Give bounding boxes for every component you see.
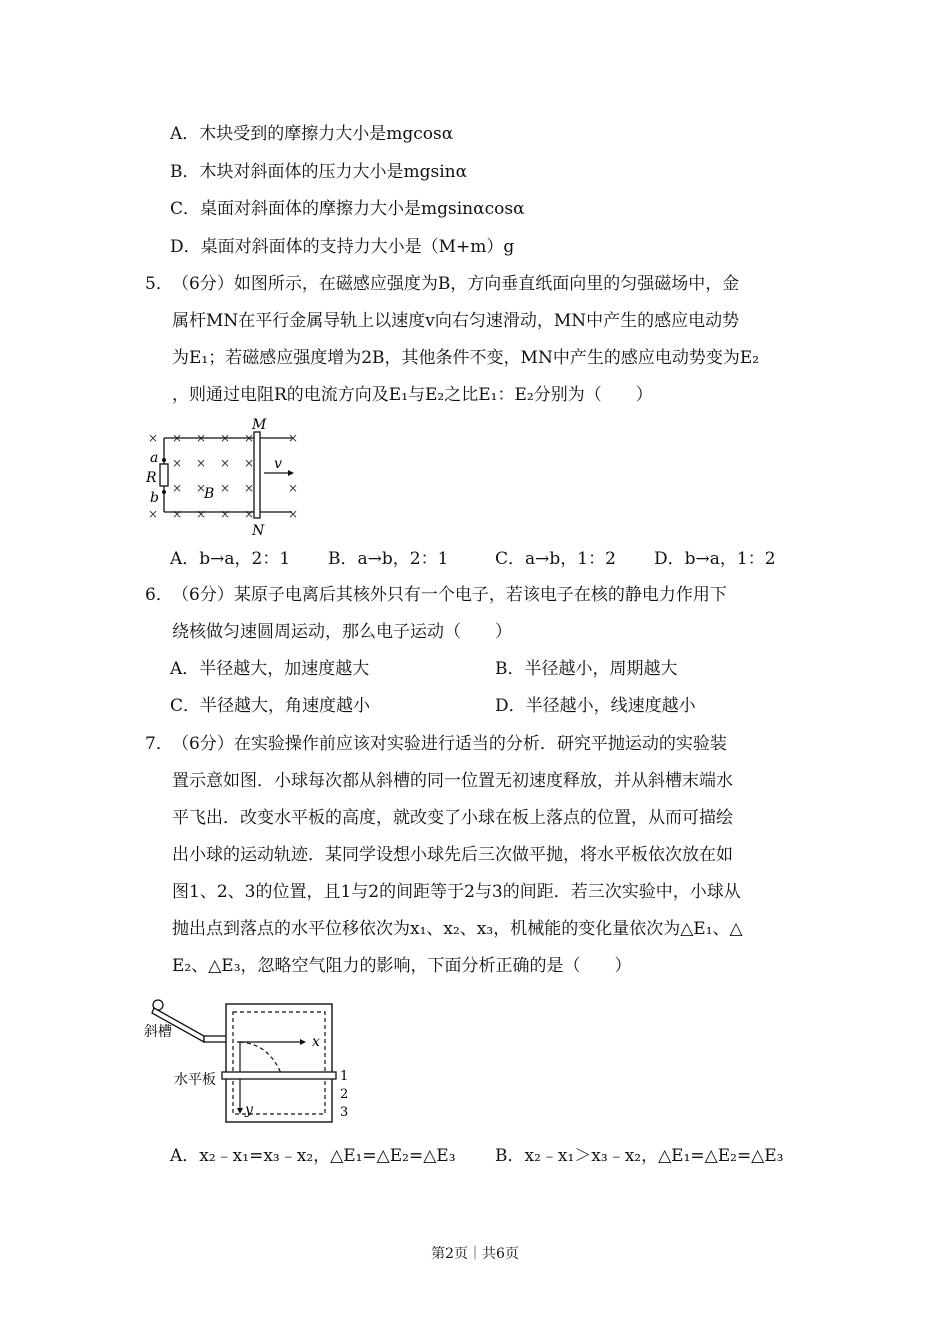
svg-text:×: ×	[196, 456, 207, 470]
q6-option-c: C．半径越大，角速度越小	[170, 696, 371, 716]
svg-text:×: ×	[172, 456, 183, 470]
svg-text:×: ×	[196, 507, 207, 521]
q7-line-7: E₂、△E₃，忽略空气阻力的影响，下面分析正确的是（ ）	[172, 956, 632, 976]
label-chute: 斜槽	[144, 1024, 172, 1040]
svg-text:×: ×	[288, 431, 299, 445]
q6-option-a: A．半径越大，加速度越大	[170, 659, 370, 679]
svg-text:×: ×	[288, 481, 299, 495]
q5-line-1: （6分）如图所示，在磁感应强度为B，方向垂直纸面向里的匀强磁场中，金	[172, 274, 740, 294]
q4-option-a: A．木块受到的摩擦力大小是mgcosα	[170, 124, 454, 144]
q5-option-c: C．a→b，1：2	[495, 549, 616, 569]
label-y: y	[245, 1102, 253, 1118]
q5-figure-magnetic-field	[142, 416, 307, 541]
resistor	[160, 464, 168, 486]
label-pos-3: 3	[340, 1105, 349, 1120]
q4-option-b: B．木块对斜面体的压力大小是mgsinα	[170, 162, 468, 182]
board-frame	[226, 1004, 332, 1122]
q6-line-2: 绕核做匀速圆周运动，那么电子运动（ ）	[172, 622, 512, 642]
label-v: v	[274, 456, 282, 472]
q6-option-d: D．半径越小，线速度越小	[495, 696, 696, 716]
q7-option-a: A．x₂﹣x₁=x₃﹣x₂，△E₁=△E₂=△E₃	[170, 1146, 456, 1166]
q7-number: 7．	[145, 734, 173, 754]
svg-text:×: ×	[148, 431, 159, 445]
label-a: a	[150, 450, 159, 466]
svg-text:×: ×	[196, 431, 207, 445]
page-footer: 第2页｜共6页	[431, 1246, 519, 1262]
svg-text:×: ×	[148, 507, 159, 521]
label-b: b	[150, 490, 159, 506]
q5-line-3: 为E₁；若磁感应强度增为2B，其他条件不变，MN中产生的感应电动势变为E₂	[172, 348, 760, 368]
svg-text:×: ×	[244, 456, 255, 470]
label-pos-1: 1	[340, 1069, 349, 1084]
q7-line-5: 图1、2、3的位置，且1与2的间距等于2与3的间距．若三次实验中，小球从	[172, 882, 741, 902]
metal-rod	[254, 432, 260, 518]
svg-text:×: ×	[220, 431, 231, 445]
q5-option-b: B．a→b，2：1	[328, 549, 449, 569]
label-n: N	[252, 523, 265, 539]
q5-line-2: 属杆MN在平行金属导轨上以速度v向右匀速滑动，MN中产生的感应电动势	[172, 311, 740, 331]
q4-option-c: C．桌面对斜面体的摩擦力大小是mgsinαcosα	[170, 199, 525, 219]
q7-line-2: 置示意如图．小球每次都从斜槽的同一位置无初速度释放，并从斜槽末端水	[172, 771, 733, 791]
q5-line-4: ，则通过电阻R的电流方向及E₁与E₂之比E₁：E₂分别为（ ）	[172, 385, 653, 405]
label-field-b: B	[204, 486, 215, 502]
svg-text:×: ×	[220, 481, 231, 495]
label-r: R	[146, 470, 157, 486]
svg-text:×: ×	[220, 507, 231, 521]
svg-text:×: ×	[172, 431, 183, 445]
label-m: M	[252, 417, 267, 433]
svg-text:×: ×	[244, 507, 255, 521]
q5-option-a: A．b→a，2：1	[170, 549, 291, 569]
q7-option-b: B．x₂﹣x₁＞x₃﹣x₂，△E₁=△E₂=△E₃	[495, 1146, 784, 1166]
q7-figure-projectile-apparatus	[140, 994, 365, 1129]
q5-option-d: D．b→a，1：2	[654, 549, 776, 569]
q7-line-3: 平飞出．改变水平板的高度，就改变了小球在板上落点的位置，从而可描绘	[172, 808, 733, 828]
field-crosses	[148, 431, 298, 521]
label-pos-2: 2	[340, 1087, 349, 1102]
label-x: x	[312, 1034, 320, 1050]
horizontal-board	[222, 1072, 336, 1079]
q6-number: 6．	[145, 585, 173, 605]
q7-line-1: （6分）在实验操作前应该对实验进行适当的分析．研究平抛运动的实验装	[172, 734, 727, 754]
svg-text:×: ×	[172, 507, 183, 521]
q5-number: 5．	[145, 274, 173, 294]
svg-text:×: ×	[220, 456, 231, 470]
q7-line-4: 出小球的运动轨迹．某同学设想小球先后三次做平抛，将水平板依次放在如	[172, 845, 733, 865]
q7-line-6: 抛出点到落点的水平位移依次为x₁、x₂、x₃，机械能的变化量依次为△E₁、△	[172, 919, 743, 939]
label-board: 水平板	[174, 1072, 216, 1088]
svg-text:×: ×	[244, 481, 255, 495]
q6-line-1: （6分）某原子电离后其核外只有一个电子，若该电子在核的静电力作用下	[172, 585, 727, 605]
svg-text:×: ×	[288, 507, 299, 521]
svg-text:×: ×	[244, 431, 255, 445]
svg-text:×: ×	[196, 481, 207, 495]
q4-option-d: D．桌面对斜面体的支持力大小是（M+m）g	[170, 237, 515, 257]
q6-option-b: B．半径越小，周期越大	[495, 659, 678, 679]
svg-text:×: ×	[172, 481, 183, 495]
